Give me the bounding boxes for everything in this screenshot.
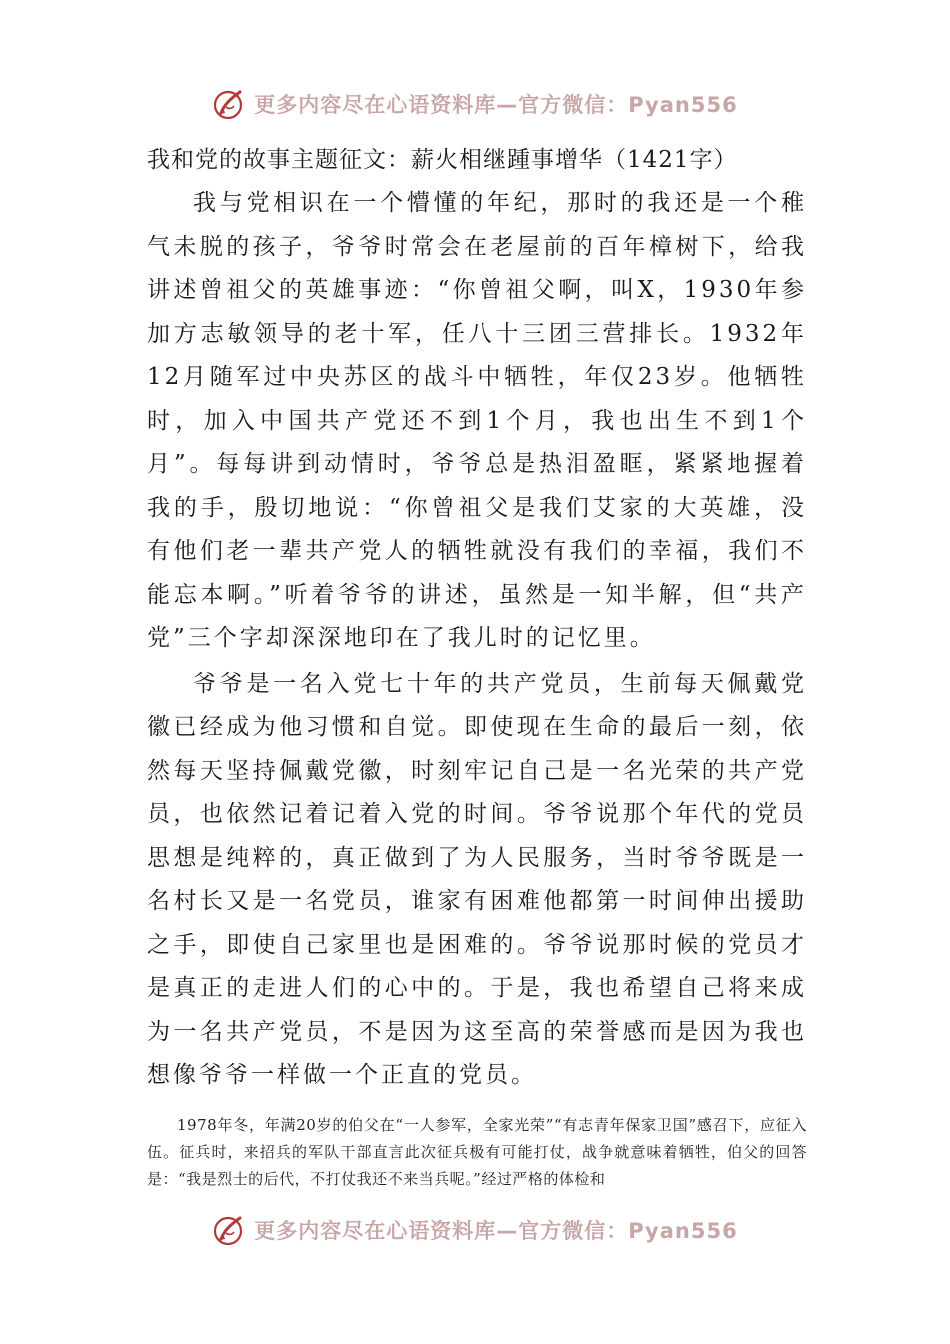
pen-logo-icon bbox=[212, 1213, 246, 1247]
paragraph-3-small: 1978年冬，年满20岁的伯父在“一人参军，全家光荣”“有志青年保家卫国”感召下，应征入伍。征兵时，来招兵的军队干部直言此次征兵极有可能打仗，战争就意味着牺牲，伯父的回答是：“我是烈士的后代，不打仗我还不来当兵呢。”经过严格的体检和 bbox=[147, 1115, 807, 1188]
footer-banner bbox=[0, 1210, 950, 1250]
document-body bbox=[147, 140, 807, 1193]
header-banner bbox=[0, 84, 950, 124]
footer-banner-text: 更多内容尽在心语资料库—官方微信：Pyan556 bbox=[254, 1219, 738, 1243]
paragraph-2: 爷爷是一名入党七十年的共产党员，生前每天佩戴党徽已经成为他习惯和自觉。即使现在生命的最后一刻，依然每天坚持佩戴党徽，时刻牢记自己是一名光荣的共产党员，也依然记着记着入党的时间。爷爷说那个年代的党员思想是纯粹的，真正做到了为人民服务，当时爷爷既是一名村长又是一名党员，谁家有困难他都第一时间伸出援助之手，即使自己家里也是困难的。爷爷说那时候的党员才是真正的走进人们的心中的。于是，我也希望自己将来成为一名共产党员，不是因为这至高的荣誉感而是因为我也想像爷爷一样做一个正直的党员。 bbox=[147, 670, 807, 1088]
header-banner-text: 更多内容尽在心语资料库—官方微信：Pyan556 bbox=[254, 93, 738, 117]
paragraph-1: 我与党相识在一个懵懂的年纪，那时的我还是一个稚气未脱的孩子，爷爷时常会在老屋前的百年樟树下，给我讲述曾祖父的英雄事迹：“你曾祖父啊，叫X，1930年参加方志敏领导的老十军，任八十三团三营排长。1932年12月随军过中央苏区的战斗中牺牲，年仅23岁。他牺牲时，加入中国共产党还不到1个月，我也出生不到1个月”。每每讲到动情时，爷爷总是热泪盈眶，紧紧地握着我的手，殷切地说：“你曾祖父是我们艾家的大英雄，没有他们老一辈共产党人的牺牲就没有我们的幸福，我们不能忘本啊。”听着爷爷的讲述，虽然是一知半解，但“共产党”三个字却深深地印在了我儿时的记忆里。 bbox=[147, 190, 807, 651]
pen-logo-icon bbox=[212, 87, 246, 121]
document-title: 我和党的故事主题征文：薪火相继踵事增华（1421字） bbox=[147, 147, 738, 173]
